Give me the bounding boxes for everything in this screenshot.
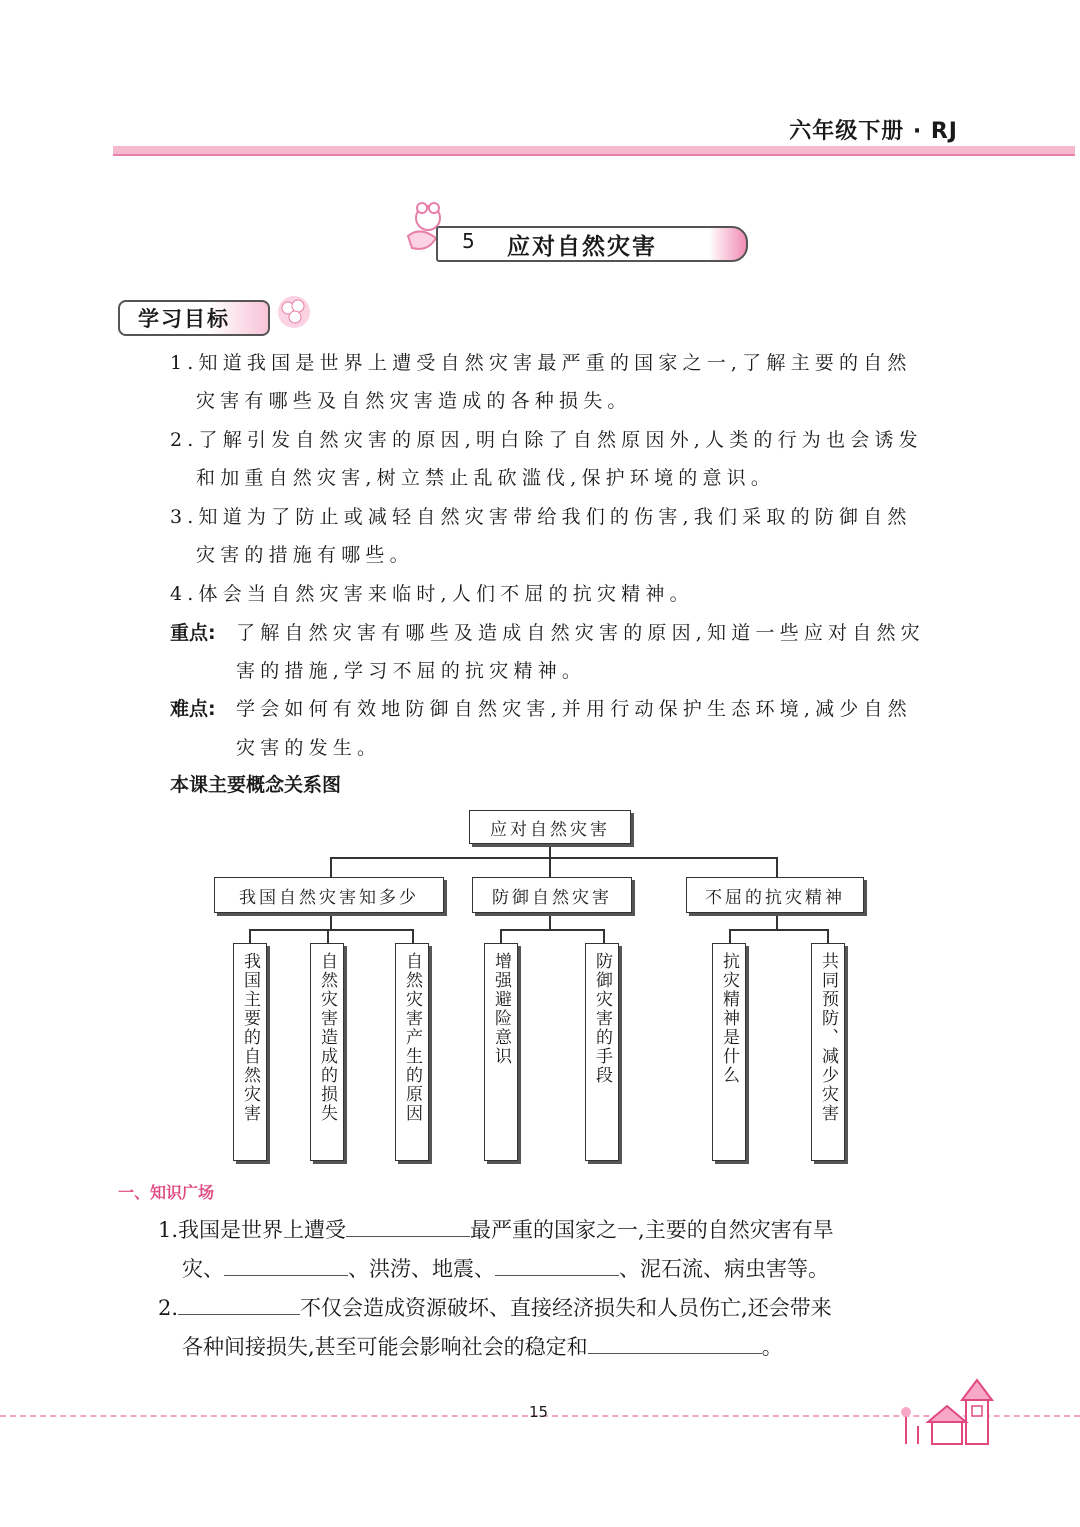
difficult-point-text: 学会如何有效地防御自然灾害,并用行动保护生态环境,减少自然: [236, 698, 912, 720]
question-text: 不仅会造成资源破坏、直接经济损失和人员伤亡,还会带来: [300, 1296, 832, 1320]
answer-blank[interactable]: [495, 1253, 619, 1276]
connector: [249, 929, 413, 931]
connector: [549, 913, 551, 929]
question-text: 。: [761, 1335, 783, 1359]
connector: [330, 857, 332, 877]
connector: [500, 929, 604, 931]
connector: [412, 929, 414, 943]
concept-leaf: 防御灾害的手段: [585, 943, 619, 1161]
lesson-title: 应对自然灾害: [507, 234, 657, 260]
connector: [603, 929, 605, 943]
connector: [500, 929, 502, 943]
header-bar: [113, 146, 1075, 156]
question-text: 1.我国是世界上遭受: [158, 1218, 347, 1242]
question-text: 各种间接损失,甚至可能会影响社会的稳定和: [182, 1335, 588, 1359]
grade-label: 六年级下册 · RJ: [789, 119, 958, 144]
page-number: 15: [529, 1403, 549, 1421]
concept-leaf: 增强避险意识: [484, 943, 518, 1161]
question-1-line-1: [158, 1214, 834, 1244]
objective-line: 4.体会当自然灾害来临时,人们不屈的抗灾精神。: [170, 583, 694, 605]
concept-leaf: 我国主要的自然灾害: [233, 943, 267, 1161]
key-point-text: 害的措施,学习不屈的抗灾精神。: [236, 660, 587, 682]
question-text: 、泥石流、病虫害等。: [619, 1257, 829, 1281]
flower-icon: [268, 290, 320, 334]
question-text: 2.: [158, 1296, 179, 1320]
question-2-line-1: [158, 1292, 832, 1322]
concept-branch: 防御自然灾害: [472, 877, 632, 913]
lesson-number: 5: [462, 229, 475, 253]
answer-blank[interactable]: [346, 1214, 470, 1237]
concept-leaf: 自然灾害造成的损失: [310, 943, 344, 1161]
connector: [327, 929, 329, 943]
connector: [729, 929, 828, 931]
answer-blank[interactable]: [224, 1253, 348, 1276]
difficult-point-text: 灾害的发生。: [236, 737, 382, 759]
question-1-line-2: [182, 1253, 829, 1283]
answer-blank[interactable]: [588, 1331, 762, 1354]
connector: [776, 857, 778, 877]
connector: [729, 929, 731, 943]
connector: [549, 857, 551, 877]
concept-leaf: 共同预防、减少灾害: [811, 943, 845, 1161]
difficult-point-label: 难点:: [170, 698, 216, 720]
question-text: 最严重的国家之一,主要的自然灾害有旱: [470, 1218, 834, 1242]
concept-map-title: 本课主要概念关系图: [170, 774, 342, 796]
concept-branch: 不屈的抗灾精神: [686, 877, 864, 913]
connector: [330, 913, 332, 929]
objectives-heading: 学习目标: [138, 307, 230, 331]
question-2-line-2: [182, 1331, 783, 1361]
concept-branch: 我国自然灾害知多少: [214, 877, 444, 913]
concept-leaf: 自然灾害产生的原因: [395, 943, 429, 1161]
concept-leaf: 抗灾精神是什么: [712, 943, 746, 1161]
objective-line: 2.了解引发自然灾害的原因,明白除了自然原因外,人类的行为也会诱发: [170, 429, 923, 451]
knowledge-heading: 一、知识广场: [118, 1183, 215, 1202]
question-text: 、洪涝、地震、: [348, 1257, 495, 1281]
connector: [776, 913, 778, 929]
concept-root: 应对自然灾害: [469, 810, 631, 844]
objective-line: 3.知道为了防止或减轻自然灾害带给我们的伤害,我们采取的防御自然: [170, 506, 912, 528]
answer-blank[interactable]: [178, 1292, 300, 1315]
objective-line: 灾害有哪些及自然灾害造成的各种损失。: [196, 390, 632, 412]
key-point-label: 重点:: [170, 622, 216, 644]
key-point-text: 了解自然灾害有哪些及造成自然灾害的原因,知道一些应对自然灾: [236, 622, 925, 644]
question-text: 灾、: [182, 1257, 224, 1281]
connector: [330, 857, 776, 859]
connector: [249, 929, 251, 943]
house-decoration-icon: [892, 1376, 1002, 1448]
objective-line: 和加重自然灾害,树立禁止乱砍滥伐,保护环境的意识。: [196, 467, 776, 489]
objective-line: 1.知道我国是世界上遭受自然灾害最严重的国家之一,了解主要的自然: [170, 352, 912, 374]
connector: [827, 929, 829, 943]
connector: [549, 844, 551, 858]
objective-line: 灾害的措施有哪些。: [196, 544, 414, 566]
